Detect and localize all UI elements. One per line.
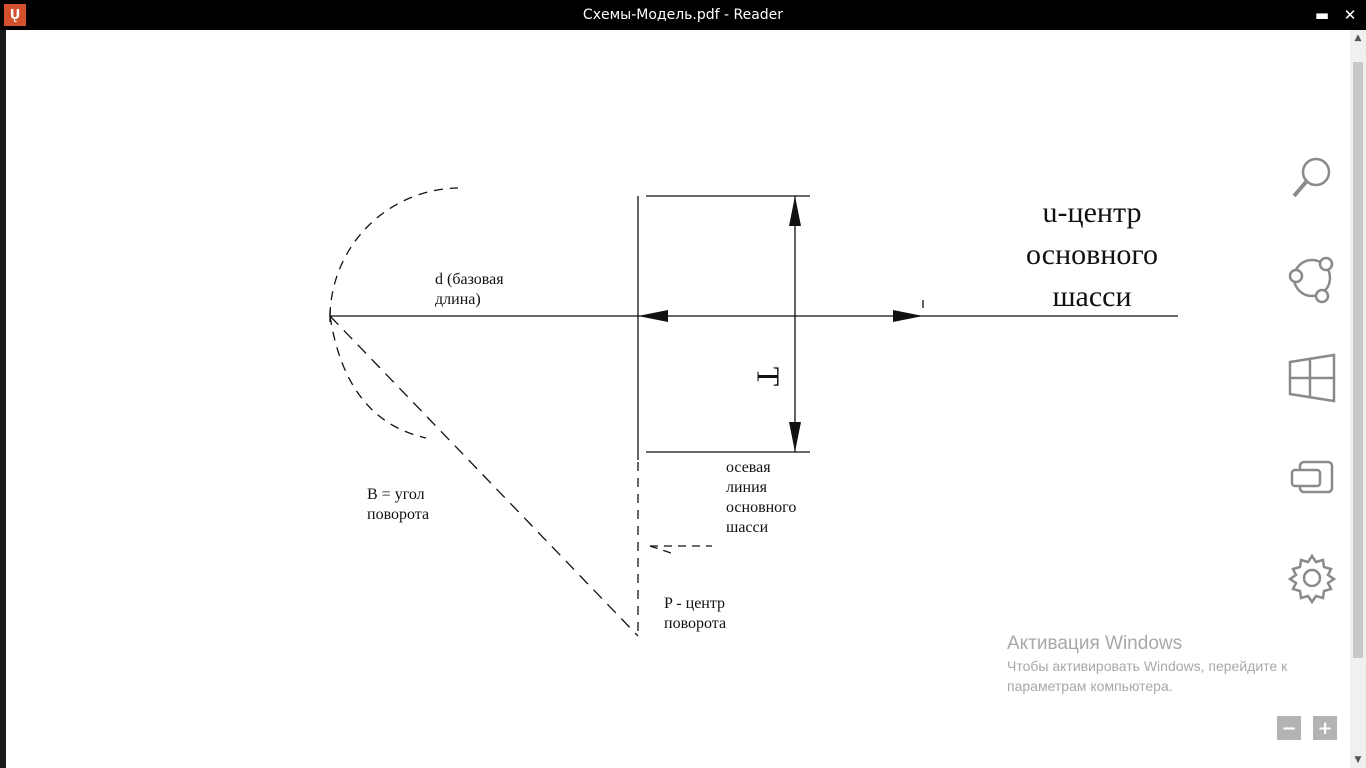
vertical-scrollbar[interactable] bbox=[1350, 30, 1366, 768]
label-base-length: d (базовая длина) bbox=[435, 271, 504, 308]
turn-diagonal bbox=[330, 316, 638, 636]
share-icon[interactable] bbox=[1286, 252, 1338, 304]
arrow-down bbox=[789, 422, 801, 452]
devices-icon[interactable] bbox=[1286, 452, 1338, 504]
close-button[interactable]: ✕ bbox=[1343, 6, 1357, 24]
start-icon[interactable] bbox=[1286, 352, 1338, 404]
activation-watermark bbox=[1007, 632, 1337, 696]
arrow-left bbox=[638, 310, 668, 322]
arrow-up bbox=[789, 196, 801, 226]
zoom-out-button[interactable]: − bbox=[1277, 716, 1301, 740]
label-turn-angle: B = угол поворота bbox=[367, 486, 430, 523]
title-bar bbox=[0, 0, 1366, 30]
scroll-thumb[interactable] bbox=[1353, 62, 1363, 658]
zoom-in-button[interactable]: + bbox=[1313, 716, 1337, 740]
label-axis-line: осевая линия основного шасси bbox=[726, 459, 797, 536]
pdf-reader-icon[interactable]: Ų bbox=[4, 4, 26, 26]
window-title: Схемы-Модель.pdf - Reader bbox=[582, 7, 784, 23]
scroll-down-icon[interactable]: ▼ bbox=[1354, 755, 1362, 765]
label-turn-center: P - центр поворота bbox=[664, 595, 727, 632]
scroll-up-icon[interactable]: ▲ bbox=[1354, 33, 1362, 43]
label-gear-center: u-центр основного шасси bbox=[1026, 196, 1158, 313]
watermark-title: Активация Windows bbox=[1007, 633, 1183, 654]
arrow-right bbox=[893, 310, 923, 322]
settings-icon[interactable] bbox=[1286, 552, 1338, 604]
label-dimension-t: T bbox=[750, 366, 787, 387]
watermark-subtitle: Чтобы активировать Windows, перейдите к параметрам компьютера. bbox=[1007, 658, 1288, 694]
minimize-button[interactable]: ▬ bbox=[1314, 6, 1330, 24]
arc-bottom bbox=[330, 316, 426, 438]
search-icon[interactable] bbox=[1286, 152, 1338, 204]
